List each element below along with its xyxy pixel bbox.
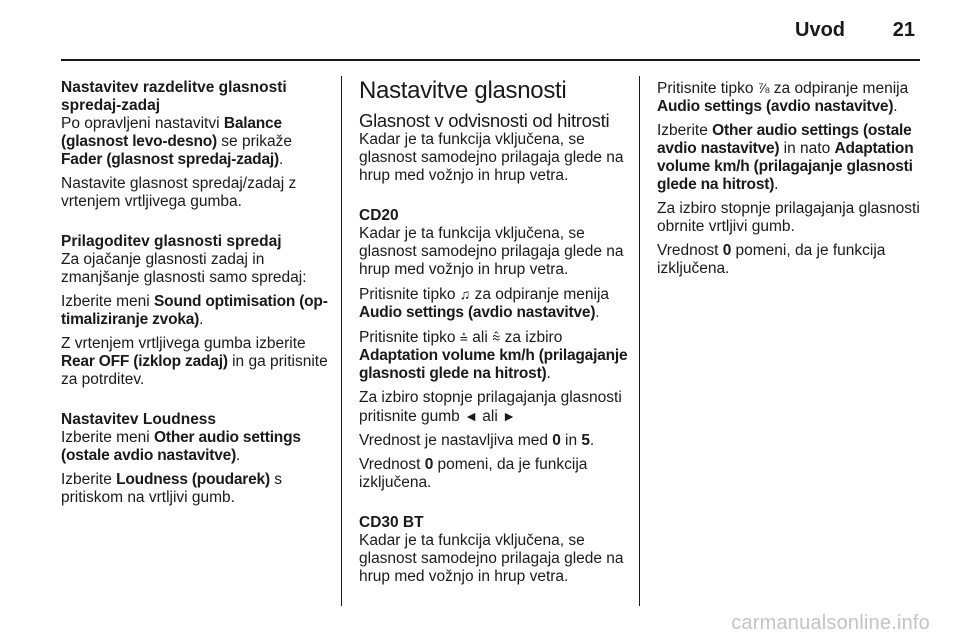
paragraph-sound-optimisation [61,293,331,329]
text: Pritisnite tipko [359,286,460,303]
paragraph-cd30-select [657,122,927,194]
paragraph-cd20: Kadar je ta funkcija vključena, se glasnost samodejno prilagaja glede na hrup med vožnjo in hrup vetra. [359,225,624,278]
seek-up-icon: ⩮ [459,329,468,345]
text: in [560,432,582,449]
paragraph-cd30-zero [657,242,927,278]
heading-cd20: CD20 [359,207,399,224]
column-2 [359,79,631,592]
text: . [893,98,898,115]
text: . [595,304,600,321]
arrow-right-icon: ► [502,408,516,424]
paragraph-cd20-menu [359,285,631,322]
text: Za izbiro stopnje prilagajanja glasnosti pritisnite gumb [359,389,622,425]
header-divider [61,59,920,61]
value: 5 [581,432,590,449]
value: 0 [552,432,561,449]
text: . [199,311,204,328]
column-divider-2 [639,76,640,606]
paragraph-fader [61,115,331,169]
paragraph-cd20-range [359,432,631,450]
watermark: carmanualsonline.info [731,612,930,634]
paragraph-other-audio [61,429,331,465]
menu-term: Loudness (poudarek) [116,471,270,488]
heading-cd30bt: CD30 BT [359,514,424,531]
paragraph-intro: Kadar je ta funkcija vključena, se glasnost samodejno prilagaja glede na hrup med vožnjo in hrup vetra. [359,131,624,184]
paragraph-cd30bt: Kadar je ta funkcija vključena, se glasnost samodejno prilagaja glede na hrup med vožnjo in hrup vetra. [359,532,624,585]
heading-fader: Nastavitev razdelitve glasnosti spredaj-zadaj [61,79,287,114]
menu-term: Fader (glasnost spredaj-zadaj) [61,151,279,168]
text: in nato [779,140,835,157]
spacer [61,217,331,233]
value: 0 [424,456,434,473]
section-subtitle: Glasnost v odvisnosti od hitrosti [359,110,610,131]
audio-settings-icon: ⅞ [757,80,770,96]
heading-front-volume: Prilagoditev glasnosti spredaj [61,233,282,250]
column-3 [657,79,927,284]
spacer [359,191,631,207]
text: Z vrtenjem vrtljivega gumba izberite [61,335,306,352]
paragraph-cd20-zero [359,456,631,492]
menu-term: Other audio settings (ostale avdio nastavitve) [61,429,301,464]
paragraph-front-volume: Za ojačanje glasnosti zadaj in zmanjšanje glasnosti samo spredaj: [61,251,307,286]
page-number: 21 [892,19,915,41]
paragraph-cd20-select [359,328,631,383]
menu-term: Audio settings (avdio nastavitve) [657,98,894,115]
menu-term: Adaptation volume km/h (prilagajanje glasnosti glede na hitrost) [359,347,628,382]
text: . [546,365,551,382]
text: Po opravljeni nastavitvi [61,115,224,132]
column-1 [61,79,331,513]
text: ali [467,329,493,346]
paragraph-cd20-level [359,389,631,426]
arrow-left-icon: ◄ [464,408,478,424]
value: 0 [722,242,732,259]
text: Vrednost [657,242,723,259]
paragraph-fader-turn: Nastavite glasnost spredaj/zadaj z vrtenjem vrtljivega gumba. [61,175,297,210]
paragraph-cd30-level: Za izbiro stopnje prilagajanja glasnosti obrnite vrtljivi gumb. [657,200,920,235]
paragraph-loudness-select [61,471,331,507]
music-note-icon: ♫ [459,286,471,302]
menu-term: Balance (glasnost levo-desno) [61,115,282,150]
menu-term: Sound optimisation (op-timaliziranje zvoka) [61,293,328,328]
text: Vrednost [359,456,425,473]
menu-term: Adaptation volume km/h (prilagajanje glasnosti glede na hitrost) [657,140,914,193]
text: za izbiro [500,329,563,346]
text: Izberite meni [61,429,155,446]
text: Izberite meni [61,293,155,310]
paragraph-cd30-menu [657,79,927,116]
text: za odpiranje menija [769,80,909,97]
text: Pritisnite tipko [359,329,460,346]
heading-loudness: Nastavitev Loudness [61,411,217,428]
text: pomeni, da je funkcija izključena. [359,456,588,491]
text: Izberite [61,471,117,488]
text: . [774,176,779,193]
text: se prikaže [217,133,292,150]
seek-down-icon: ⩯ [492,329,501,345]
spacer [359,498,631,514]
text: . [589,432,595,449]
text: Vrednost je nastavljiva med [359,432,553,449]
page-header [0,0,960,60]
text: in ga pritisnite za potrditev. [61,353,328,388]
text: Izberite [657,122,713,139]
text: s pritiskom na vrtljivi gumb. [61,471,282,506]
text: pomeni, da je funkcija izključena. [657,242,886,277]
menu-term: Rear OFF (izklop zadaj) [61,353,228,370]
column-divider-1 [341,76,342,606]
chapter-title: Nastavitve glasnosti [359,77,567,104]
text: . [236,447,241,464]
text: ali [477,408,503,425]
paragraph-rear-off [61,335,331,389]
spacer [61,395,331,411]
text: . [278,151,284,168]
text: Pritisnite tipko [657,80,758,97]
section-title: Uvod [795,19,845,41]
menu-term: Audio settings (avdio nastavitve) [359,304,596,321]
text: za odpiranje menija [470,286,610,303]
menu-term: Other audio settings (ostale avdio nastavitve) [657,122,912,157]
